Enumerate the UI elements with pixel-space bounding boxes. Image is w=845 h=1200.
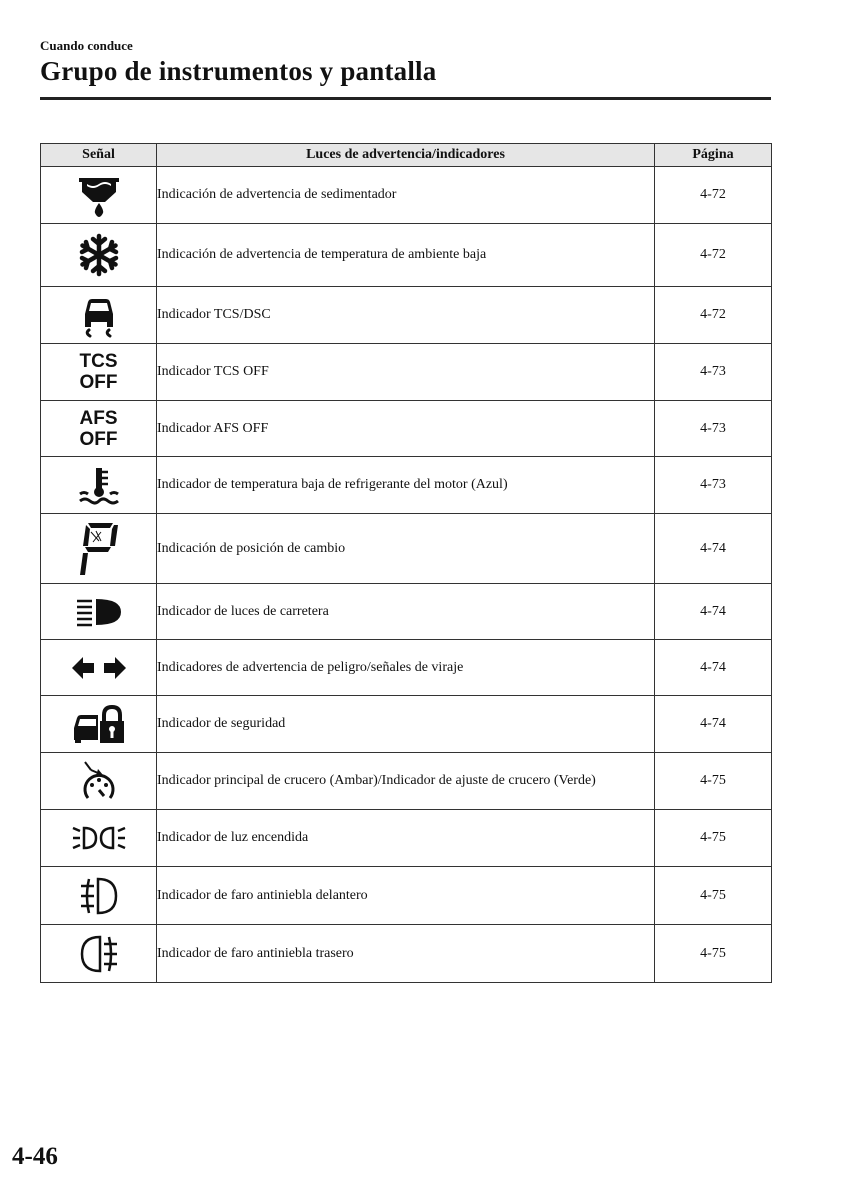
table-row	[41, 640, 772, 696]
row-page: 4-72	[655, 287, 772, 344]
signal-cell	[41, 287, 157, 344]
row-page: 4-72	[655, 224, 772, 287]
table-row	[41, 867, 772, 925]
table-row	[41, 287, 772, 344]
row-page: 4-74	[655, 514, 772, 584]
tcs-dsc-skid-icon	[79, 292, 119, 338]
row-page: 4-75	[655, 867, 772, 925]
table-row	[41, 810, 772, 867]
row-page: 4-74	[655, 640, 772, 696]
row-page: 4-75	[655, 925, 772, 983]
tcs-off-icon	[80, 351, 118, 393]
signal-cell	[41, 810, 157, 867]
table-row	[41, 401, 772, 457]
afs-off-icon-line2: OFF	[79, 428, 118, 450]
row-description: Indicadores de advertencia de peligro/señales de viraje	[157, 640, 655, 696]
turn-signal-arrows-icon	[70, 655, 128, 681]
signal-cell	[41, 224, 157, 287]
row-page: 4-73	[655, 344, 772, 401]
front-fog-light-icon	[78, 875, 120, 917]
row-description: Indicación de advertencia de temperatura de ambiente baja	[157, 224, 655, 287]
table-row	[41, 696, 772, 753]
rear-fog-light-icon	[78, 933, 120, 975]
signal-cell	[41, 514, 157, 584]
row-page: 4-74	[655, 696, 772, 753]
page-number: 4-46	[12, 1143, 58, 1170]
row-description: Indicación de advertencia de sedimentador	[157, 167, 655, 224]
cruise-control-icon	[79, 758, 119, 804]
lights-on-icon	[71, 824, 127, 852]
row-page: 4-74	[655, 584, 772, 640]
table-row	[41, 925, 772, 983]
row-description: Indicador de faro antiniebla delantero	[157, 867, 655, 925]
low-temperature-snowflake-icon	[76, 232, 122, 278]
page-title: Grupo de instrumentos y pantalla	[40, 56, 437, 86]
table-row	[41, 584, 772, 640]
row-description: Indicación de posición de cambio	[157, 514, 655, 584]
sedimenter-warning-icon	[74, 172, 124, 218]
table-row	[41, 457, 772, 514]
column-header-signal: Señal	[41, 144, 157, 167]
table-row	[41, 167, 772, 224]
title-rule	[40, 97, 771, 100]
row-description: Indicador TCS OFF	[157, 344, 655, 401]
signal-cell	[41, 584, 157, 640]
signals-table	[40, 143, 772, 983]
column-header-page: Página	[655, 144, 772, 167]
signal-cell	[41, 344, 157, 401]
coolant-low-temperature-icon	[77, 465, 121, 505]
signal-cell	[41, 457, 157, 514]
row-page: 4-73	[655, 401, 772, 457]
table-row	[41, 514, 772, 584]
section-label: Cuando conduce	[40, 38, 133, 53]
security-lock-icon	[72, 704, 126, 744]
row-description: Indicador de temperatura baja de refrigerante del motor (Azul)	[157, 457, 655, 514]
signal-cell	[41, 640, 157, 696]
high-beam-icon	[74, 597, 124, 627]
signal-cell	[41, 696, 157, 753]
row-description: Indicador TCS/DSC	[157, 287, 655, 344]
row-description: Indicador de faro antiniebla trasero	[157, 925, 655, 983]
signal-cell	[41, 401, 157, 457]
table-row	[41, 344, 772, 401]
afs-off-icon-line1: AFS	[79, 407, 118, 429]
row-description: Indicador de luz encendida	[157, 810, 655, 867]
row-description: Indicador de luces de carretera	[157, 584, 655, 640]
signal-cell	[41, 925, 157, 983]
row-page: 4-75	[655, 753, 772, 810]
afs-off-icon	[80, 408, 118, 450]
table-row	[41, 753, 772, 810]
row-page: 4-73	[655, 457, 772, 514]
signal-cell	[41, 167, 157, 224]
row-description: Indicador de seguridad	[157, 696, 655, 753]
table-header-row	[41, 144, 772, 167]
tcs-off-icon-line1: TCS	[79, 351, 118, 372]
row-description: Indicador AFS OFF	[157, 401, 655, 457]
tcs-off-icon-line2: OFF	[79, 372, 118, 393]
signal-cell	[41, 867, 157, 925]
row-page: 4-75	[655, 810, 772, 867]
column-header-description: Luces de advertencia/indicadores	[157, 144, 655, 167]
signal-cell	[41, 753, 157, 810]
shift-position-p-icon	[79, 519, 119, 579]
table-row	[41, 224, 772, 287]
row-page: 4-72	[655, 167, 772, 224]
row-description: Indicador principal de crucero (Ambar)/Indicador de ajuste de crucero (Verde)	[157, 753, 655, 810]
